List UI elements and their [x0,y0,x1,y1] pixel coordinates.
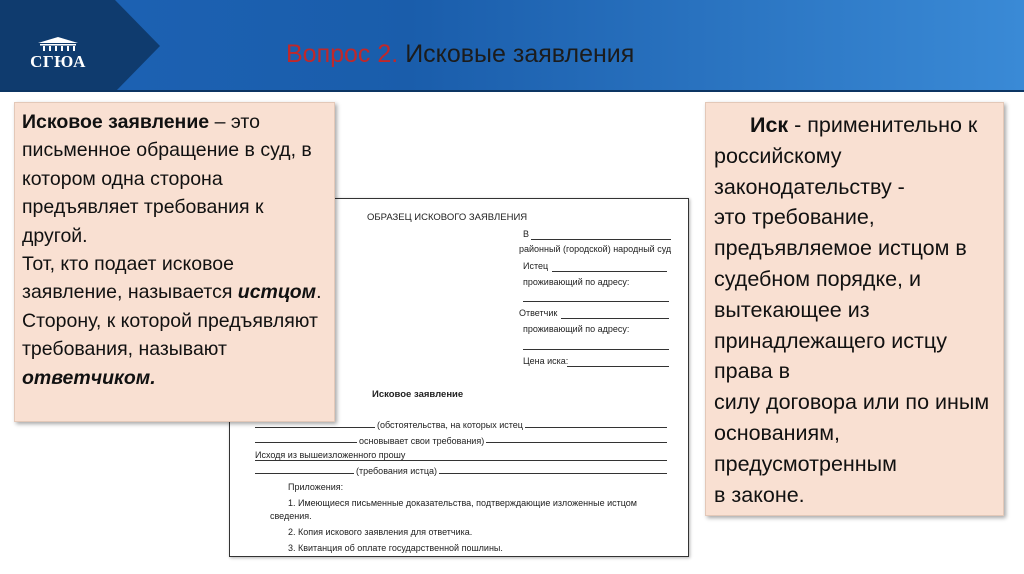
doc-defendant: Ответчик [519,308,558,318]
doc-to: В [523,229,530,239]
lawsuit-body-3: силу договора или по иным основаниям, предусмотренным [714,390,990,476]
definition-text [15,103,334,392]
definition-box-lawsuit [705,102,1004,516]
lawsuit-body-2: это требование, предъявляемое истцом в судебном порядке, и вытекающее из принадлежащего истцу права в [714,205,967,384]
definition-body: – это письменное обращение в суд, в котором одна сторона предъявляет требования к другой. [22,111,312,247]
doc-line [255,460,667,461]
title-question: Вопрос 2. [286,40,399,68]
slide-title [286,40,634,69]
doc-attachment-3: 3. Квитанция об оплате государственной пошлины. [288,543,503,553]
doc-claim-price: Цена иска: [523,356,569,366]
doc-line [523,301,669,302]
sgua-logo [22,36,94,76]
doc-circumstances: (обстоятельства, на которых истец [377,420,523,430]
doc-court: районный (городской) народный суд [519,244,672,254]
doc-attachment-2: 2. Копия искового заявления для ответчика. [288,527,473,537]
doc-request: Исходя из вышеизложенного прошу [255,450,406,460]
plaintiff-period: . [316,281,322,304]
defendant-sentence: Сторону, к которой предъявляют требования, называют [22,309,318,361]
building-icon [22,36,94,52]
plaintiff-sentence: Тот, кто подает исковое заявление, называется [22,253,238,304]
doc-address-2: проживающий по адресу: [523,324,630,334]
definition-box-claim-statement [14,102,335,422]
defendant-term: ответчиком. [22,366,156,389]
doc-heading: ОБРАЗЕЦ ИСКОВОГО ЗАЯВЛЕНИЯ [367,212,528,223]
doc-grounds: основывает свои требования) [359,436,485,446]
lawsuit-body-4: в законе. [714,482,805,507]
doc-line [255,473,667,474]
lawsuit-body-1: - применительно к российскому законодательству - [714,113,978,199]
doc-line [531,239,671,240]
doc-attachments: Приложения: [288,482,344,492]
doc-line [567,366,669,367]
doc-line [561,318,669,319]
title-topic: Исковые заявления [405,40,635,68]
plaintiff-term: истцом [237,281,317,304]
doc-line [552,271,667,272]
definition-term: Исковое заявление [22,111,210,133]
doc-line [523,349,669,350]
logo-text: СГЮА [30,52,86,71]
doc-claims: (требования истца) [356,466,438,476]
doc-plaintiff: Истец [523,261,549,271]
doc-attachment-1: 1. Имеющиеся письменные доказательства, подтверждающие изложенные истцом [288,498,637,508]
lawsuit-term: Иск [750,113,789,137]
doc-address-1: проживающий по адресу: [523,277,630,287]
doc-attachment-1-cont: сведения. [270,511,312,521]
doc-title: Исковое заявление [372,389,464,400]
lawsuit-text [706,103,1003,510]
